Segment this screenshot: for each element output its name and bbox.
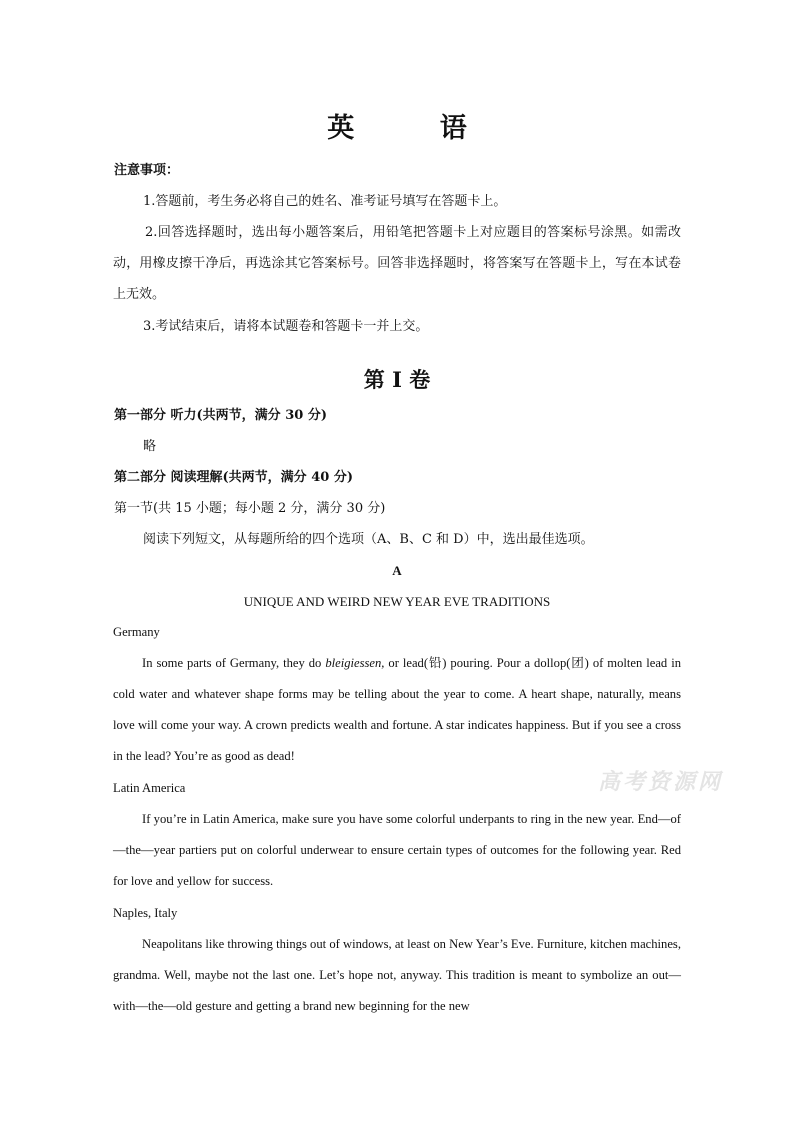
notice-item-1: 1.答题前，考生务必将自己的姓名、准考证号填写在答题卡上。 [143,194,507,209]
naples-heading: Naples, Italy [113,906,178,920]
notice-item-2: 2.回答选择题时，选出每小题答案后，用铅笔把答题卡上对应题目的答案标号涂黑。如需改动，用橡皮擦干净后，再选涂其它答案标号。回答非选择题时，将答案写在答题卡上，写在本试卷上无效。 [113,225,681,302]
volume-title: 第 I 卷 [363,367,431,392]
passage-title: UNIQUE AND WEIRD NEW YEAR EVE TRADITIONS [243,594,551,609]
naples-paragraph: Neapolitans like throwing things out of windows, at least on New Year’s Eve. Furniture, kitchen machines, grandma. Well, maybe not the last one. Let’s hope not, anyway. This tradition is meant to symbolize an out—with—the—old gesture and getting a brand new beginning for the new [113,937,681,1013]
germany-italic-term: bleigiessen, [325,656,385,670]
germany-paragraph [113,648,681,772]
part2-instruction: 阅读下列短文，从每题所给的四个选项（A、B、C 和 D）中，选出最佳选项。 [143,532,594,547]
page-title: 英 语 [327,113,505,144]
part1-heading: 第一部分 听力(共两节，满分 30 分) [114,408,327,423]
part2-section1: 第一节(共 15 小题；每小题 2 分，满分 30 分) [114,501,386,516]
part1-content: 略 [143,439,157,454]
passage-label: A [392,563,402,578]
notice-heading: 注意事项： [114,163,180,178]
notice-item-3: 3.考试结束后，请将本试题卷和答题卡一并上交。 [143,319,429,334]
germany-text-2: or lead(铅) pouring. Pour a dollop(团) of molten lead in cold water and whatever shape forms may be telling about the year to come. A heart shape, naturally, means love will come your way. A crown predicts wealth and fortune. A star indicates happiness. But if you see a cross in the lead? You’re as good as dead! [113,656,681,763]
latin-america-paragraph: If you’re in Latin America, make sure you have some colorful underpants to ring in the new year. End—of—the—year partiers put on colorful underwear to ensure certain types of outcomes for the following year. Red for love and yellow for success. [113,812,681,888]
latin-america-heading: Latin America [113,781,186,795]
germany-heading: Germany [113,625,160,639]
germany-text-1: In some parts of Germany, they do [142,656,326,670]
part2-heading: 第二部分 阅读理解(共两节，满分 40 分) [114,470,353,485]
watermark: 高考资源网 [598,769,724,795]
